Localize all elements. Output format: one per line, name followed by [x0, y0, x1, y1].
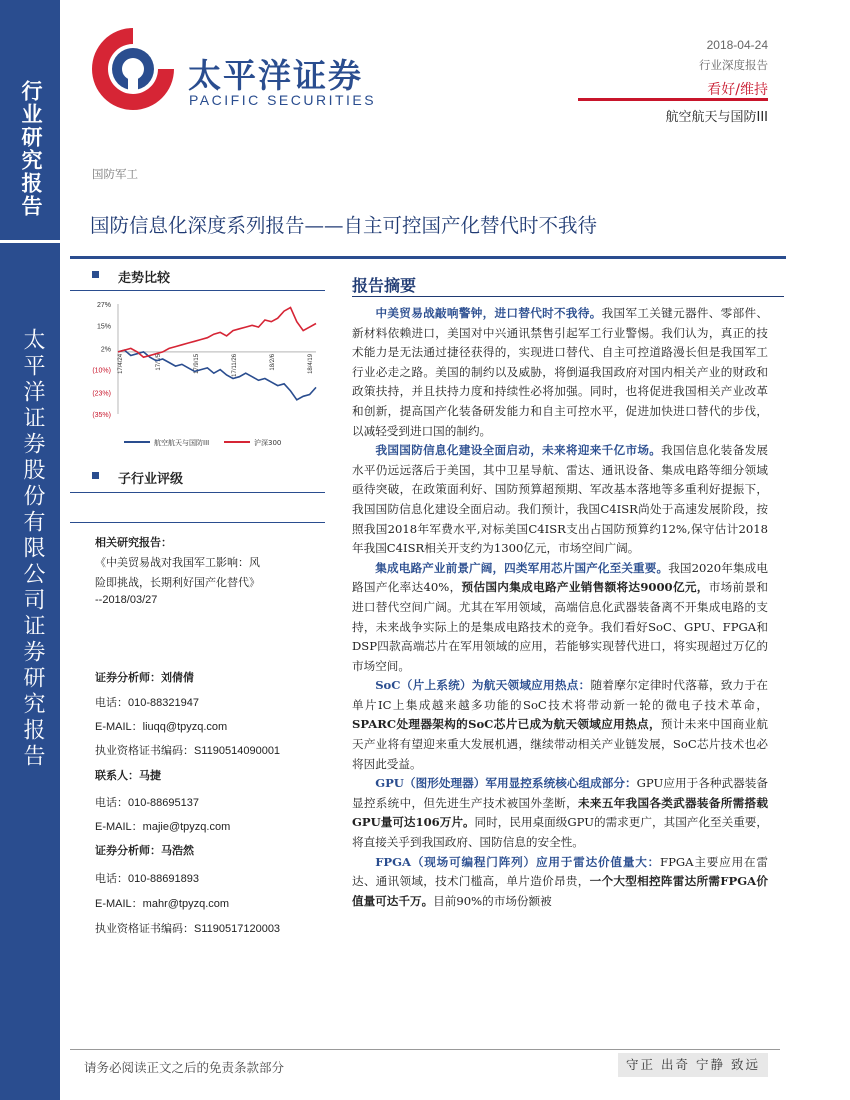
contact-email[interactable]: E-MAIL：majie@tpyzq.com — [95, 821, 231, 833]
footer-divider — [70, 1049, 780, 1050]
related-line-2: 险即挑战，长期利好国产化替代》 — [95, 576, 260, 589]
sidebar-report-type: 行业研究报告 — [19, 80, 44, 218]
x-tick-label: 18/4/19 — [308, 353, 314, 374]
x-tick-label: 17/7/5 — [156, 353, 162, 371]
report-date: 2018-04-24 — [706, 38, 768, 52]
report-type: 行业深度报告 — [699, 58, 768, 72]
x-tick-label: 17/9/15 — [194, 353, 200, 374]
subindustry-divider — [70, 492, 325, 493]
disclaimer-note: 请务必阅读正文之后的免责条款部分 — [84, 1060, 285, 1075]
sidebar-divider — [0, 240, 60, 243]
contact-name: 联系人：马捷 — [95, 769, 161, 782]
x-tick-label: 17/11/26 — [232, 353, 238, 377]
report-title: 国防信息化深度系列报告——自主可控国产化替代时不我待 — [90, 214, 598, 237]
logo-chinese-name: 太平洋证券 — [188, 56, 363, 95]
sidebar-company: 太平洋证券股份有限公司证券研究报告 — [20, 328, 45, 770]
paragraph-2: 我国国防信息化建设全面启动，未来将迎来千亿市场。我国信息化装备发展水平仍远远落后于美国，其中卫星导航、雷达、通讯设备、集成电路等细分领域亟待突破，在政策面利好、国防预算超预期、军改基本落地等多重利好提振下，我国国防信息化建设全面启动。我们预计，我国C4ISR尚处于高速发展阶段，按照我国2018年军费水平,对标美国C4ISR支出占国防预算约12%,保守估计2018年我国C4ISR相关开支约为1300亿元，市场空间广阔。 — [352, 443, 768, 556]
legend-label-1: 航空航天与国防III — [154, 439, 210, 447]
paragraph-6: FPGA（现场可编程门阵列）应用于雷达价值量大：FPGA主要应用在雷达、通讯领域，技术门槛高，单片造价昂贵，一个大型相控阵雷达所需FPGA价值量可达千万。目前90%的市场份额被 — [352, 854, 768, 908]
header-divider — [578, 98, 768, 101]
abstract-body — [352, 304, 768, 911]
y-tick-label: (35%) — [92, 412, 111, 419]
analyst-2-phone: 电话：010-88691893 — [95, 873, 199, 885]
y-tick-label: (10%) — [92, 367, 111, 375]
analyst-2-email[interactable]: E-MAIL：mahr@tpyzq.com — [95, 898, 230, 910]
trend-chart — [84, 296, 324, 456]
bullet-square — [92, 271, 99, 278]
paragraph-4: SoC（片上系统）为航天领域应用热点：随着摩尔定律时代落幕，致力于在单片IC上集成越来越多功能的SoC技术将带动新一轮的微电子技术革命，SPARC处理器架构的SoC芯片已成为航天领域应用热点，预计未来中国商业航天产业将有望迎来重大发展机遇，继续带动相关产业链发展，SoC芯片技术也必将因此受益。 — [352, 678, 768, 771]
x-tick-label: 18/2/6 — [270, 353, 276, 371]
analyst-1-name: 证券分析师：刘倩倩 — [95, 671, 194, 684]
series-line-1 — [118, 350, 316, 400]
sector-label: 国防军工 — [92, 167, 138, 181]
y-tick-label: (23%) — [92, 390, 111, 398]
contact-phone: 电话：010-88695137 — [95, 797, 199, 809]
related-date: --2018/03/27 — [95, 594, 158, 606]
analyst-2-name: 证券分析师：马浩然 — [95, 844, 194, 857]
y-tick-label: 15% — [96, 323, 111, 331]
pacific-securities-logo — [88, 24, 178, 114]
related-line-1: 《中美贸易战对我国军工影响：风 — [95, 556, 260, 569]
related-divider — [70, 522, 325, 523]
sidebar — [0, 0, 60, 1100]
rating: 看好/维持 — [707, 82, 768, 98]
industry: 航空航天与国防III — [665, 110, 768, 125]
abstract-divider — [352, 296, 784, 297]
analyst-1-phone: 电话：010-88321947 — [95, 697, 199, 709]
bullet-square — [92, 472, 99, 479]
paragraph-5: GPU（图形处理器）军用显控系统核心组成部分：GPU应用于各种武器装备显控系统中，但先进生产技术被国外垄断，未来五年我国各类武器装备所需搭载GPU量可达106万片。同时，民用桌面级GPU的需求更广，其国产化至关重要，将直接关乎到我国政府、国防信息的安全性。 — [352, 776, 768, 850]
y-tick-label: 2% — [100, 346, 111, 354]
logo-english-name: PACIFIC SECURITIES — [189, 92, 377, 108]
y-tick-label: 27% — [96, 302, 111, 309]
related-heading: 相关研究报告： — [95, 536, 172, 549]
paragraph-1: 中美贸易战敲响警钟，进口替代时不我待。我国军工关键元器件、零部件、新材料依赖进口，美国对中兴通讯禁售引起军工行业警惕。我们认为，真正的技术能力是无法通过捷径获得的，实现进口替代、自主可控道路漫长但是我国军工行业必走之路。美国的制约以及威胁，将倒逼我国政府对国内相关产业的财政和政策扶持，并且扶持力度和持续性必将加强。同时，也将促进我国相关产业改革和创新，提高国产化装备研发能力和自主可控水平，促进加快进口替代的步伐，以减轻受到进口国的制约。 — [352, 306, 768, 438]
analyst-1-cert: 执业资格证书编码：S1190514090001 — [95, 745, 281, 757]
title-divider — [70, 256, 786, 259]
x-tick-label: 17/4/24 — [118, 353, 124, 374]
company-motto: 守正 出奇 宁静 致远 — [618, 1053, 768, 1077]
trend-divider — [70, 290, 325, 291]
paragraph-3: 集成电路产业前景广阔，四类军用芯片国产化至关重要。我国2020年集成电路国产化率达40%，预估国内集成电路产业销售额将达9000亿元，市场前景和进口替代空间广阔。尤其在军用领域，高端信息化武器装备离不开集成电路的支持，未来战争实际上的是集成电路技术的竞争。我们看好SoC、GPU、FPGA和DSP四款高端芯片在军用领域的应用，若能够实现替代进口，将实现超过万亿的市场空间。 — [352, 560, 768, 673]
legend-label-2: 沪深300 — [254, 439, 282, 447]
subindustry-heading: 子行业评级 — [118, 472, 184, 487]
analyst-1-email[interactable]: E-MAIL：liuqq@tpyzq.com — [95, 721, 228, 733]
abstract-heading: 报告摘要 — [352, 276, 417, 295]
trend-heading: 走势比较 — [118, 271, 171, 286]
analyst-2-cert: 执业资格证书编码：S1190517120003 — [95, 923, 281, 935]
series-line-2 — [118, 308, 316, 358]
